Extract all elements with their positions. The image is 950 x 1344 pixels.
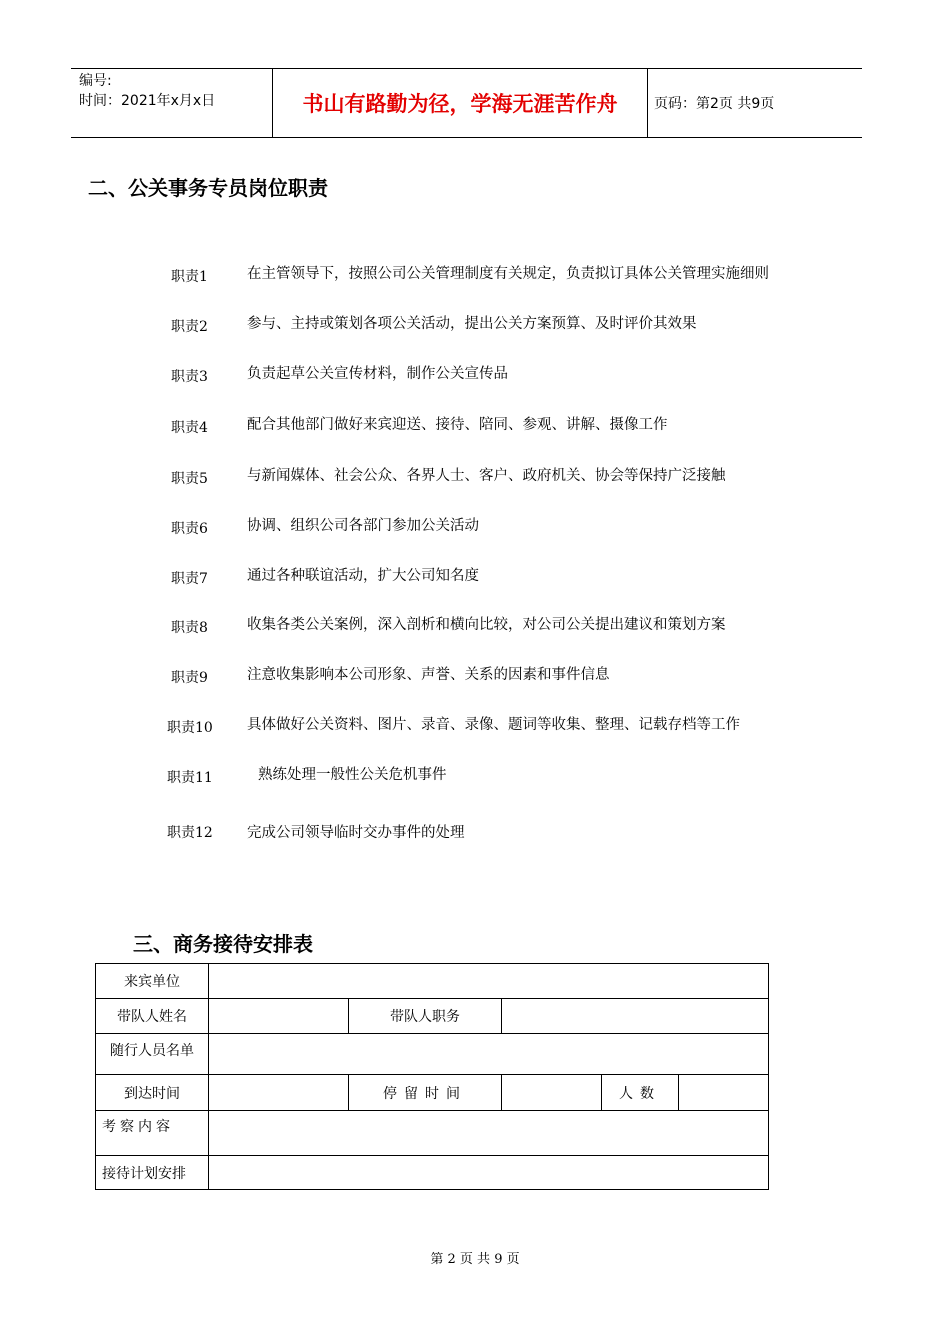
section-title-reception: 三、商务接待安排表: [133, 932, 313, 956]
reception-table: [95, 963, 769, 1190]
leader-title-label: 带队人职务: [349, 999, 502, 1034]
table-row: [96, 1111, 769, 1156]
duty-text: 配合其他部门做好来宾迎送、接待、陪同、参观、讲解、摄像工作: [247, 417, 668, 433]
document-time: 时间：2021年x月x日: [79, 93, 216, 109]
inspection-label: 考察内容: [96, 1111, 209, 1156]
duty-text: 具体做好公关资料、图片、录音、录像、题词等收集、整理、记载存档等工作: [247, 717, 740, 733]
duty-text: 完成公司领导临时交办事件的处理: [247, 825, 465, 841]
leader-title-field[interactable]: [502, 999, 769, 1034]
duty-label: 职责12: [167, 825, 213, 841]
duty-label: 职责11: [167, 770, 213, 786]
header-motto: 书山有路勤为径，学海无涯苦作舟: [302, 92, 618, 116]
duty-label: 职责4: [171, 420, 208, 436]
duty-text: 通过各种联谊活动，扩大公司知名度: [247, 568, 479, 584]
stay-time-label: 停留时间: [349, 1075, 502, 1111]
duty-label: 职责5: [171, 471, 208, 487]
duty-label: 职责3: [171, 369, 208, 385]
companions-field[interactable]: [209, 1034, 769, 1075]
table-row: [96, 1075, 769, 1111]
duty-label: 职责7: [171, 571, 208, 587]
plan-label: 接待计划安排: [96, 1156, 209, 1190]
headcount-label: 人数: [602, 1075, 679, 1111]
duty-label: 职责9: [171, 670, 208, 686]
header-divider-right: [647, 69, 648, 137]
page-footer: 第 2 页 共 9 页: [430, 1252, 520, 1267]
visitor-unit-field[interactable]: [209, 964, 769, 999]
table-row: [96, 999, 769, 1034]
leader-name-label: 带队人姓名: [96, 999, 209, 1034]
duty-text: 参与、主持或策划各项公关活动，提出公关方案预算、及时评价其效果: [247, 316, 697, 332]
table-row: [96, 1156, 769, 1190]
duty-text: 协调、组织公司各部门参加公关活动: [247, 518, 479, 534]
duty-text: 注意收集影响本公司形象、声誉、关系的因素和事件信息: [247, 667, 610, 683]
arrival-time-label: 到达时间: [96, 1075, 209, 1111]
duty-label: 职责1: [171, 269, 208, 285]
duty-label: 职责2: [171, 319, 208, 335]
duty-text: 收集各类公关案例，深入剖析和横向比较，对公司公关提出建议和策划方案: [247, 617, 726, 633]
duty-text: 熟练处理一般性公关危机事件: [258, 767, 447, 783]
duty-label: 职责6: [171, 521, 208, 537]
stay-time-field[interactable]: [502, 1075, 602, 1111]
duty-text: 与新闻媒体、社会公众、各界人士、客户、政府机关、协会等保持广泛接触: [247, 468, 726, 484]
visitor-unit-label: 来宾单位: [96, 964, 209, 999]
table-row: [96, 964, 769, 999]
duty-text: 负责起草公关宣传材料，制作公关宣传品: [247, 366, 508, 382]
inspection-field[interactable]: [209, 1111, 769, 1156]
duty-label: 职责10: [167, 720, 213, 736]
companions-label: 随行人员名单: [96, 1034, 209, 1075]
leader-name-field[interactable]: [209, 999, 349, 1034]
duty-text: 在主管领导下，按照公司公关管理制度有关规定，负责拟订具体公关管理实施细则: [247, 266, 769, 282]
document-number-label: 编号:: [79, 73, 112, 89]
page-header: [71, 68, 862, 138]
plan-field[interactable]: [209, 1156, 769, 1190]
duty-label: 职责8: [171, 620, 208, 636]
section-title-duties: 二、公关事务专员岗位职责: [88, 176, 328, 200]
header-meta: [79, 71, 269, 111]
arrival-time-field[interactable]: [209, 1075, 349, 1111]
headcount-field[interactable]: [679, 1075, 769, 1111]
table-row: [96, 1034, 769, 1075]
header-page-info: 页码：第2页 共9页: [654, 96, 775, 112]
